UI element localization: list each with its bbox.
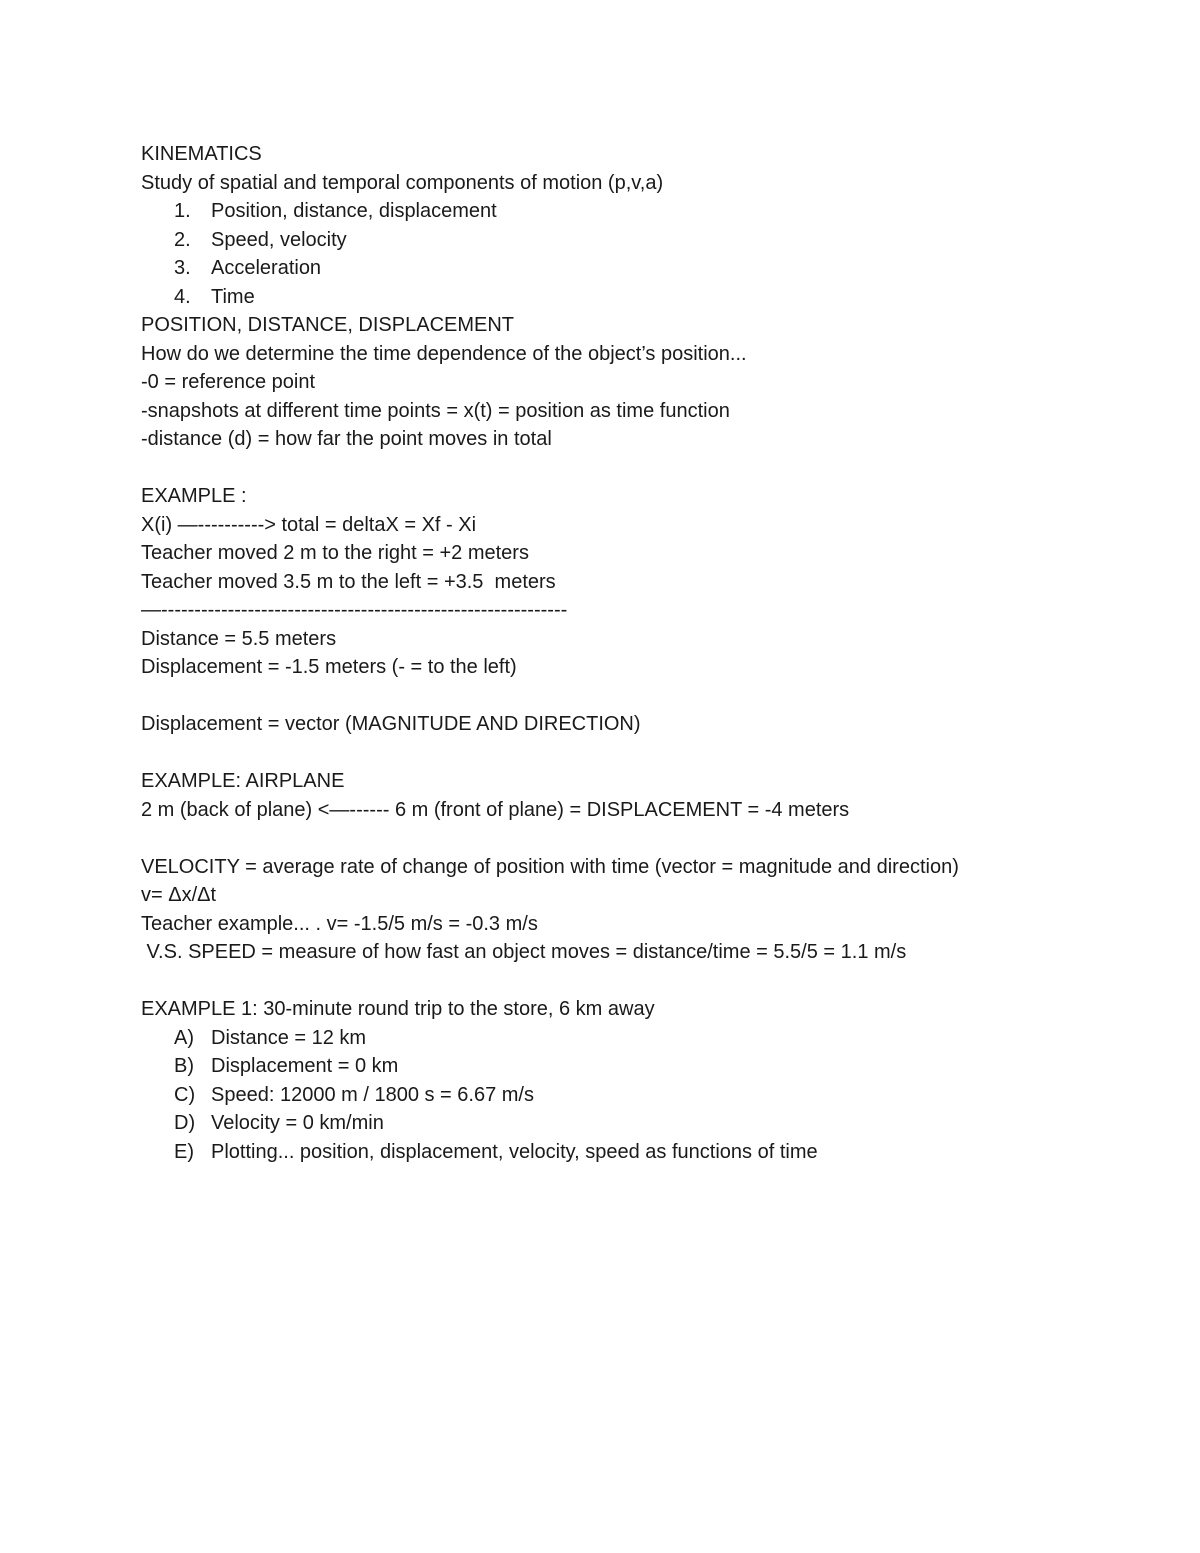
text-line: Teacher example... . v= -1.5/5 m/s = -0.3 m/s	[141, 912, 538, 935]
blank-line	[141, 454, 1141, 483]
list-marker: C)	[174, 1083, 196, 1106]
list-item	[141, 283, 1141, 312]
list-item	[141, 1052, 1141, 1081]
example-heading: EXAMPLE :	[141, 485, 247, 507]
text-line: Teacher moved 3.5 m to the left = +3.5 meters	[141, 570, 556, 593]
blank-line	[141, 824, 1141, 853]
list-text: Speed: 12000 m / 1800 s = 6.67 m/s	[211, 1083, 534, 1106]
example-heading: EXAMPLE 1: 30-minute round trip to the store, 6 km away	[141, 998, 655, 1020]
text-line: X(i) —----------> total = deltaX = Xf - Xi	[141, 513, 477, 536]
list-item	[141, 1138, 1141, 1167]
section-heading: POSITION, DISTANCE, DISPLACEMENT	[141, 314, 515, 336]
text-line: Displacement = -1.5 meters (- = to the left)	[141, 656, 517, 678]
divider-line: —-------------------------------------------------------------	[141, 599, 568, 621]
blank-line	[141, 967, 1141, 996]
document-page	[141, 140, 1141, 1166]
blank-line	[141, 739, 1141, 768]
list-text: Position, distance, displacement	[211, 200, 497, 222]
text-line: v= Δx/Δt	[141, 884, 217, 906]
list-marker: 2.	[174, 228, 191, 251]
text-line: How do we determine the time dependence of the object’s position...	[141, 342, 747, 365]
list-item	[141, 197, 1141, 226]
text-line: -0 = reference point	[141, 371, 315, 393]
example1-list	[141, 1024, 1141, 1167]
example-heading: EXAMPLE: AIRPLANE	[141, 770, 345, 792]
list-item	[141, 1081, 1141, 1110]
list-marker: D)	[174, 1112, 196, 1134]
list-text: Velocity = 0 km/min	[211, 1112, 384, 1134]
list-marker: 4.	[174, 285, 191, 308]
blank-line	[141, 682, 1141, 711]
list-text: Plotting... position, displacement, velocity, speed as functions of time	[211, 1140, 818, 1163]
list-marker: A)	[174, 1026, 194, 1049]
list-marker: B)	[174, 1055, 194, 1077]
doc-intro: Study of spatial and temporal components of motion (p,v,a)	[141, 171, 664, 194]
list-text: Acceleration	[211, 257, 322, 279]
list-item	[141, 254, 1141, 283]
list-item	[141, 226, 1141, 255]
list-text: Distance = 12 km	[211, 1026, 367, 1049]
text-line: V.S. SPEED = measure of how fast an object moves = distance/time = 5.5/5 = 1.1 m/s	[141, 941, 907, 963]
list-marker: 1.	[174, 200, 191, 222]
list-text: Displacement = 0 km	[211, 1055, 399, 1077]
list-text: Time	[211, 285, 255, 308]
text-line: Distance = 5.5 meters	[141, 627, 337, 650]
list-marker: E)	[174, 1140, 194, 1163]
text-line: -distance (d) = how far the point moves in total	[141, 428, 552, 450]
text-line: -snapshots at different time points = x(t) = position as time function	[141, 399, 730, 422]
text-line: VELOCITY = average rate of change of position with time (vector = magnitude and direction)	[141, 855, 959, 878]
list-item	[141, 1024, 1141, 1053]
list-item	[141, 1109, 1141, 1138]
doc-title: KINEMATICS	[141, 143, 262, 165]
text-line: Teacher moved 2 m to the right = +2 meters	[141, 542, 529, 564]
topics-list	[141, 197, 1141, 311]
text-line: 2 m (back of plane) <—------ 6 m (front of plane) = DISPLACEMENT = -4 meters	[141, 798, 850, 821]
text-line: Displacement = vector (MAGNITUDE AND DIRECTION)	[141, 713, 641, 735]
list-text: Speed, velocity	[211, 228, 347, 251]
list-marker: 3.	[174, 257, 191, 279]
